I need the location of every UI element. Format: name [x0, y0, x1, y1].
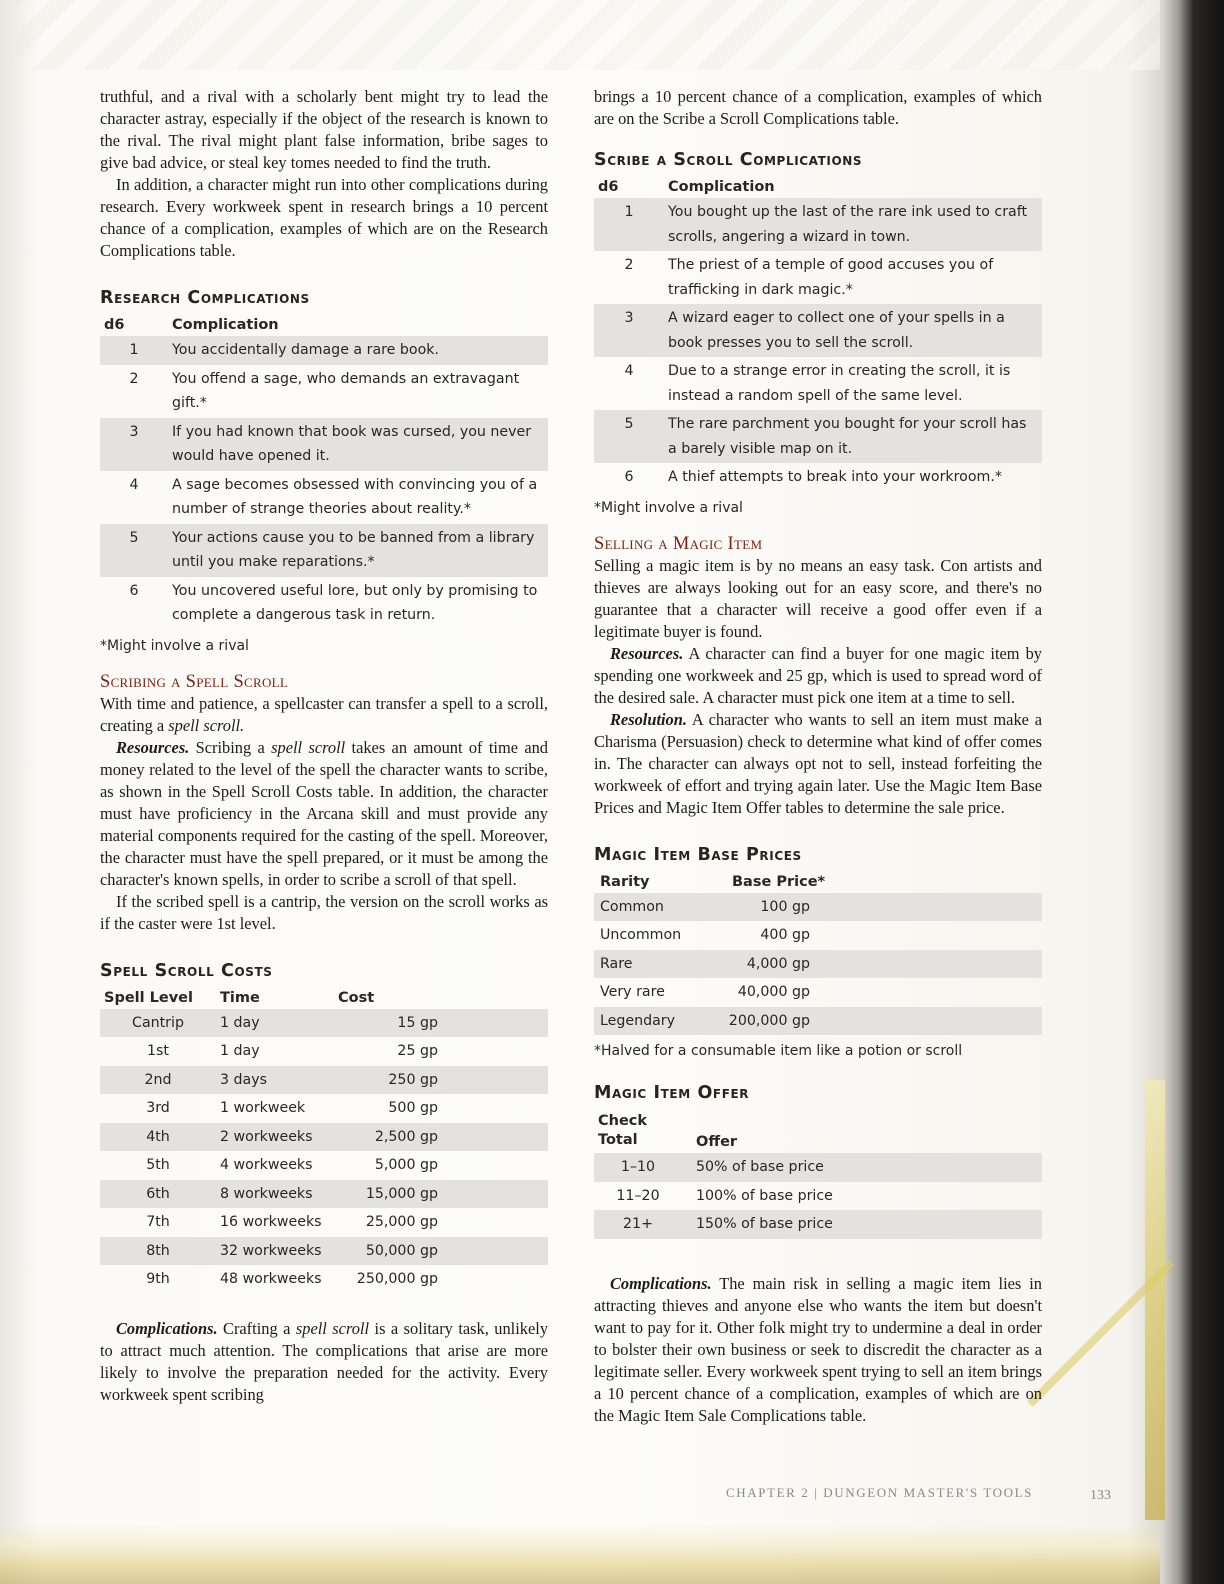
table-row: [100, 418, 548, 471]
price-cell: 4,000 gp: [712, 950, 1042, 979]
time-cell: 48 workweeks: [220, 1271, 322, 1287]
rarity-cell: Very rare: [600, 984, 665, 1000]
column-header-spell-level: Spell Level: [104, 989, 193, 1006]
text-span: A character can find a buyer for one magic item by spending one workweek and 25 gp, which is used to spread word of the desired sale. A character must pick one item at a time to sell.: [594, 643, 1042, 707]
column-header-complication: Complication: [668, 179, 775, 195]
level-cell: 8th: [100, 1237, 216, 1266]
roll-cell: 1: [100, 336, 168, 365]
time-cell: 32 workweeks: [216, 1237, 334, 1266]
text-span: takes an amount of time and money related to the level of the spell the character wants to scribe, as shown in the Spell Scroll Costs table. In addition, the character must have proficiency in the Arcana skill and must provide any material components required for the casting of the spell. Moreover, the character must have the spell prepared, or it must be among the character's known spells, in order to scribe a scroll of that spell.: [100, 737, 548, 889]
price-cell: 40,000 gp: [737, 984, 810, 1000]
decorative-bottom-band: [0, 1522, 1160, 1584]
level-cell: 5th: [146, 1157, 170, 1173]
cost-cell: 250,000 gp: [356, 1271, 438, 1287]
spell-scroll-costs-table: [100, 987, 548, 1294]
base-prices-table: [594, 871, 1042, 1036]
time-cell: 4 workweeks: [220, 1157, 313, 1173]
page-number: 133: [1090, 1488, 1111, 1503]
table-row: [100, 336, 548, 365]
offer-cell: 100% of base price: [696, 1187, 833, 1204]
offer-cell: 150% of base price: [682, 1210, 1042, 1239]
selling-paragraph: Selling a magic item is by no means an easy task. Con artists and thieves are always looking out for an easy score, and there's no guarantee that a character will receive a good offer even if a legitimate buyer is found.: [594, 555, 1042, 641]
table-row: [100, 577, 548, 630]
time-cell: 3 days: [216, 1066, 334, 1095]
complication-cell: You uncovered useful lore, but only by promising to complete a dangerous task in return.: [172, 582, 538, 623]
roll-cell: 5: [594, 410, 664, 463]
cantrip-paragraph: If the scribed spell is a cantrip, the version on the scroll works as if the caster were 1st level.: [100, 891, 548, 933]
lead-in: Resources.: [116, 737, 190, 757]
rarity-cell: Uncommon: [600, 927, 682, 943]
header-line: Total: [598, 1132, 638, 1148]
level-cell: 4th: [100, 1123, 216, 1152]
table-footnote: *Might involve a rival: [100, 637, 249, 654]
table-row: [100, 1208, 548, 1237]
column-header-check-total: [594, 1109, 682, 1153]
table-footnote: *Might involve a rival: [594, 499, 743, 516]
table-row: [100, 1037, 548, 1066]
complication-cell: Your actions cause you to be banned from a library until you make reparations.*: [168, 524, 548, 577]
table-row: [594, 1182, 1042, 1211]
rarity-cell: Common: [594, 893, 712, 922]
total-cell: 11–20: [616, 1187, 660, 1204]
table-row: [594, 1153, 1042, 1182]
roll-cell: 6: [624, 469, 634, 485]
roll-cell: 6: [129, 582, 139, 599]
text-span: Crafting a: [217, 1318, 296, 1338]
resolution-paragraph: [594, 709, 1042, 819]
column-header-offer: Offer: [696, 1134, 738, 1150]
section-heading-scribing: Scribing a Spell Scroll: [100, 671, 289, 692]
base-prices-title: Magic Item Base Prices: [594, 844, 802, 865]
table-row: [100, 524, 548, 577]
complications-paragraph: [100, 1318, 548, 1406]
table-row: [100, 1009, 548, 1038]
column-header-d6: d6: [598, 179, 619, 195]
italic-term: spell scroll.: [168, 715, 245, 735]
intro-paragraph-2: In addition, a character might run into other complications during research. Every workweek spent in research brings a 10 percent chance of a complication, examples of which are on the Research Complications table.: [100, 175, 548, 260]
table-row: [594, 357, 1042, 410]
price-cell: 200,000 gp: [712, 1007, 1042, 1036]
table-row: [100, 1237, 548, 1266]
section-heading-selling: Selling a Magic Item: [594, 533, 763, 554]
text-span: Scribing a: [189, 737, 272, 757]
table-row: [100, 471, 548, 524]
level-cell: 1st: [147, 1043, 169, 1059]
cost-cell: 5,000 gp: [374, 1157, 438, 1173]
gold-edge-trim: [1145, 1080, 1165, 1520]
table-row: [594, 1007, 1042, 1036]
roll-cell: 3: [594, 304, 664, 357]
rarity-cell: Legendary: [594, 1007, 712, 1036]
header-line: Check: [598, 1113, 648, 1129]
complication-cell: If you had known that book was cursed, you never would have opened it.: [168, 418, 548, 471]
complication-cell: A sage becomes obsessed with convincing you of a number of strange theories about reality.*: [172, 476, 538, 517]
cost-cell: 50,000 gp: [334, 1237, 548, 1266]
cost-cell: 250 gp: [334, 1066, 548, 1095]
table-row: [594, 950, 1042, 979]
time-cell: 16 workweeks: [220, 1214, 322, 1230]
continued-paragraph: brings a 10 percent chance of a complication, examples of which are on the Scribe a Scroll Complications table.: [594, 87, 1042, 128]
time-cell: 1 day: [220, 1043, 260, 1059]
total-cell: 21+: [594, 1210, 682, 1239]
level-cell: 6th: [100, 1180, 216, 1209]
level-cell: Cantrip: [100, 1009, 216, 1038]
left-margin-shade: [0, 0, 40, 1584]
table-row: [100, 365, 548, 418]
italic-term: spell scroll: [295, 1318, 370, 1338]
complication-cell: You accidentally damage a rare book.: [168, 336, 548, 365]
complication-cell: A thief attempts to break into your workroom.*: [668, 469, 1002, 485]
roll-cell: 4: [129, 476, 139, 493]
complication-cell: The rare parchment you bought for your scroll has a barely visible map on it.: [664, 410, 1042, 463]
table-row: [594, 410, 1042, 463]
table-row: [100, 1265, 548, 1294]
text-span: With time and patience, a spellcaster can transfer a spell to a scroll, creating a: [100, 693, 548, 735]
complication-cell: The priest of a temple of good accuses you of trafficking in dark magic.*: [668, 257, 994, 298]
complication-cell: Due to a strange error in creating the scroll, it is instead a random spell of the same level.: [668, 363, 1011, 404]
table-row: [100, 1094, 548, 1123]
cost-cell: 2,500 gp: [334, 1123, 548, 1152]
offer-cell: 50% of base price: [682, 1153, 1042, 1182]
table-row: [100, 1151, 548, 1180]
table-row: [594, 978, 1042, 1007]
lead-in: Resources.: [610, 643, 684, 663]
text-span: The main risk in selling a magic item lies in attracting thieves and anyone else who wants the item but doesn't want to pay for it. Other folk might try to undermine a deal in order to bolster their own business or seek to discredit the character as a legitimate seller. Every workweek spent trying to sell an item brings a 10 percent chance of a complication, examples of which are on the Magic Item Sale Complications table.: [594, 1273, 1042, 1425]
table-footnote: *Halved for a consumable item like a potion or scroll: [594, 1043, 963, 1059]
research-complications-table: [100, 314, 548, 630]
level-cell: 2nd: [100, 1066, 216, 1095]
table-row: [594, 921, 1042, 950]
cost-cell: 25,000 gp: [365, 1214, 438, 1230]
table-row: [594, 1210, 1042, 1239]
decorative-top-band: [0, 0, 1160, 70]
column-header-base-price: Base Price*: [732, 873, 826, 890]
intro-paragraph: truthful, and a rival with a scholarly bent might try to lead the character astray, especially if the object of the research is known to the rival. The rival might plant false information, bribe sages to give bad advice, or steal key tomes needed to find the truth.: [100, 87, 548, 172]
time-cell: 1 workweek: [220, 1100, 306, 1116]
level-cell: 7th: [146, 1214, 170, 1230]
resources-paragraph: [100, 737, 548, 891]
cost-cell: 15 gp: [334, 1009, 548, 1038]
scribe-complications-title: Scribe a Scroll Complications: [594, 150, 863, 170]
chapter-footer: CHAPTER 2 | DUNGEON MASTER'S TOOLS: [726, 1485, 1033, 1500]
roll-cell: 3: [100, 418, 168, 471]
complication-cell: You offend a sage, who demands an extravagant gift.*: [172, 370, 520, 411]
table-row: [594, 198, 1042, 251]
total-cell: 1–10: [594, 1153, 682, 1182]
column-header-time: Time: [220, 989, 260, 1006]
column-header-cost: Cost: [338, 989, 375, 1006]
column-header-rarity: Rarity: [600, 873, 650, 890]
roll-cell: 1: [594, 198, 664, 251]
time-cell: 8 workweeks: [216, 1180, 334, 1209]
text-span: is a solitary task, unlikely to attract much attention. The complications that arise are more likely to involve the preparation needed for the activity. Every workweek spent scribing: [100, 1318, 549, 1404]
complications-paragraph: [594, 1273, 1042, 1427]
price-cell: 400 gp: [760, 927, 810, 943]
research-complications-title: Research Complications: [100, 288, 310, 308]
cost-cell: 25 gp: [397, 1043, 438, 1059]
table-row: [100, 1123, 548, 1152]
resources-paragraph: [594, 643, 1042, 709]
price-cell: 100 gp: [712, 893, 1042, 922]
roll-cell: 4: [624, 363, 634, 379]
roll-cell: 5: [100, 524, 168, 577]
level-cell: 9th: [146, 1271, 170, 1287]
table-row: [594, 463, 1042, 492]
time-cell: 1 day: [216, 1009, 334, 1038]
italic-term: spell scroll: [271, 737, 346, 757]
right-column: [594, 86, 1042, 1427]
table-row: [594, 251, 1042, 304]
left-column: [100, 86, 548, 1406]
scribe-complications-table: [594, 176, 1042, 492]
lead-in: Complications.: [116, 1318, 218, 1338]
table-row: [594, 893, 1042, 922]
complication-cell: A wizard eager to collect one of your spells in a book presses you to sell the scroll.: [664, 304, 1042, 357]
roll-cell: 2: [129, 370, 139, 387]
table-row: [594, 304, 1042, 357]
table-row: [100, 1180, 548, 1209]
lead-in: Complications.: [610, 1273, 712, 1293]
table-row: [100, 1066, 548, 1095]
level-cell: 3rd: [146, 1100, 170, 1116]
text-span: A character who wants to sell an item must make a Charisma (Persuasion) check to determine what kind of offer comes in. The character can always opt not to sell, instead forfeiting the workweek of effort and trying again later. Use the Magic Item Base Prices and Magic Item Offer tables to determine the sale price.: [594, 709, 1042, 817]
lead-in: Resolution.: [610, 709, 687, 729]
roll-cell: 2: [624, 257, 634, 273]
time-cell: 2 workweeks: [216, 1123, 334, 1152]
complication-cell: You bought up the last of the rare ink used to craft scrolls, angering a wizard in town.: [664, 198, 1042, 251]
scribing-paragraph: [100, 693, 548, 737]
column-header-d6: d6: [104, 317, 125, 333]
spell-scroll-costs-title: Spell Scroll Costs: [100, 960, 273, 981]
column-header-complication: Complication: [172, 317, 279, 333]
magic-item-offer-title: Magic Item Offer: [594, 1083, 750, 1103]
cost-cell: 500 gp: [388, 1100, 438, 1116]
cost-cell: 15,000 gp: [334, 1180, 548, 1209]
magic-item-offer-table: [594, 1109, 1042, 1239]
rarity-cell: Rare: [594, 950, 712, 979]
